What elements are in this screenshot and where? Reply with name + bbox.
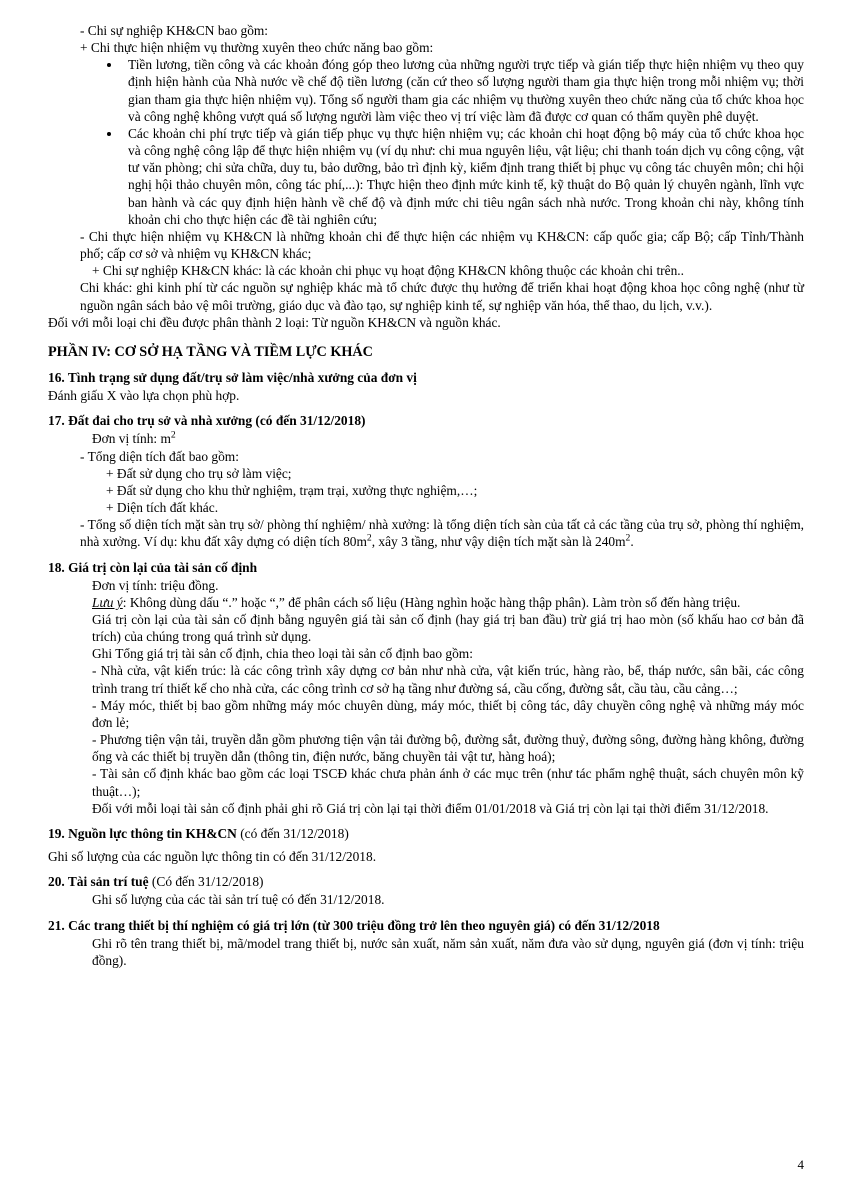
q19-heading-normal: (có đến 31/12/2018): [240, 825, 349, 841]
q17-line2-part-c: .: [630, 534, 634, 550]
question-21-heading: 21. Các trang thiết bị thí nghiệm có giá trị lớn (từ 300 triệu đồng trở lên theo nguyên giá) có đến 31/12/2018: [48, 917, 660, 933]
question-17-sub-3: + Diện tích đất khác.: [106, 500, 219, 516]
question-17-line-1: - Tổng diện tích đất bao gồm:: [80, 448, 239, 464]
q17-line2-part-b: , xây 3 tầng, như vậy diện tích mặt sàn là 240m: [371, 534, 626, 550]
q20-heading-normal: (Có đến 31/12/2018): [151, 874, 264, 890]
unit-label: Đơn vị tính: m: [92, 431, 171, 447]
question-21-body: Ghi rõ tên trang thiết bị, mã/model trang thiết bị, nước sản xuất, năm sản xuất, năm đưa vào sử dụng, nguyên giá (đơn vị tính: triệu đồng).: [92, 935, 804, 968]
question-17-sub-2: + Đất sử dụng cho khu thử nghiệm, trạm trại, xưởng thực nghiệm,…;: [106, 482, 478, 498]
q17-line2-part-a: - Tổng số diện tích mặt sàn trụ sở/ phòng thí nghiệm/ nhà xưởng: là tổng diện tích sàn của tất cả các tầng của trụ sở, phòng thí nghiệm, nhà xưởng. Ví dụ: khu đất xây dựng có diện tích 80m: [80, 517, 804, 550]
question-17-sub-1: + Đất sử dụng cho trụ sở làm việc;: [106, 465, 292, 481]
question-20-body: Ghi số lượng của các tài sản trí tuệ có đến 31/12/2018.: [92, 892, 385, 908]
note-body: : Không dùng dấu “.” hoặc “,” để phân cách số liệu (Hàng nghìn hoặc hàng thập phân). Làm tròn số đến hàng triệu.: [122, 594, 741, 610]
question-18-heading: 18. Giá trị còn lại của tài sản cố định: [48, 559, 258, 575]
question-18-paragraph-2: Ghi Tổng giá trị tài sản cố định, chia theo loại tài sản cố định bao gồm:: [92, 646, 473, 662]
list-item: • Tiền lương, tiền công và các khoản đóng góp theo lương của những người trực tiếp và gián tiếp thực hiện nhiệm vụ theo quy định hiện hành của Nhà nước về chế độ tiền lương (căn cứ theo số lượng người tham gia thực hiện trong mỗi nhiệm vụ; thời gian tham gia thực hiện nhiệm vụ). Tổng số người tham gia các nhiệm vụ thường xuyên theo chức năng của tổ chức khoa học và công nghệ không vượt quá số lượng người làm việc theo vị trí việc làm đã được cơ quan có thẩm quyền phê duyệt.: [122, 56, 804, 125]
question-18-item-2: - Máy móc, thiết bị bao gồm những máy móc chuyên dùng, máy móc, thiết bị công tác, dây chuyền công nghệ và những máy móc đơn lẻ;: [92, 697, 804, 730]
note-label: Lưu ý: [92, 594, 123, 610]
question-18-item-4: - Tài sản cố định khác bao gồm các loại TSCĐ khác chưa phản ánh ở các mục trên (như tác phẩm nghệ thuật, sách chuyên môn kỹ thuật…);: [92, 766, 804, 799]
question-16-body: Đánh giấu X vào lựa chọn phù hợp.: [48, 388, 240, 404]
question-17-line-2: [48, 516, 804, 550]
after-bullet-line-3: Chi khác: ghi kinh phí từ các nguồn sự nghiệp khác mà tổ chức được thụ hưởng để triển khai hoạt động khoa học công nghệ (như từ nguồn ngân sách bảo vệ môi trường, giáo dục và đào tạo, sự nghiệp kinh tế, sự nghiệp văn hóa, thể thao, du lịch, v.v.).: [80, 280, 804, 313]
question-18-item-3: - Phương tiện vận tải, truyền dẫn gồm phương tiện vận tải đường bộ, đường sắt, đường thuỷ, đường sông, đường hàng không, đường ống và các thiết bị truyền dẫn (thông tin, điện nước, băng chuyền tải vật tư, hàng hoá);: [92, 732, 804, 765]
intro-line-2: + Chi thực hiện nhiệm vụ thường xuyên theo chức năng bao gồm:: [80, 40, 434, 56]
question-19-body: Ghi số lượng của các nguồn lực thông tin có đến 31/12/2018.: [48, 849, 377, 865]
q17-line2-sup-2: 2: [625, 532, 631, 544]
after-bullet-line-1: - Chi thực hiện nhiệm vụ KH&CN là những khoản chi để thực hiện các nhiệm vụ KH&CN: cấp quốc gia; cấp Bộ; cấp Tỉnh/Thành phố; cấp cơ sở và nhiệm vụ KH&CN khác;: [80, 228, 804, 262]
question-16-heading: 16. Tình trạng sử dụng đất/trụ sở làm việc/nhà xưởng của đơn vị: [48, 369, 417, 385]
question-18-unit: Đơn vị tính: triệu đồng.: [92, 577, 219, 593]
question-18-closing: Đối với mỗi loại tài sản cố định phải ghi rõ Giá trị còn lại tại thời điểm 01/01/2018 và Giá trị còn lại tại thời điểm 31/12/2018.: [92, 800, 769, 816]
unit-exponent: 2: [170, 429, 176, 441]
document-body: [48, 22, 804, 969]
q20-heading-bold: 20. Tài sản trí tuệ: [48, 874, 152, 890]
q17-line2-sup-1: 2: [366, 532, 372, 544]
part-4-heading: PHẦN IV: CƠ SỞ HẠ TẦNG VÀ TIỀM LỰC KHÁC: [48, 343, 373, 360]
question-17-heading: 17. Đất đai cho trụ sở và nhà xưởng (có đến 31/12/2018): [48, 413, 366, 429]
question-20-heading: [48, 873, 804, 890]
page-number: 4: [797, 1157, 804, 1173]
question-18-note: [48, 594, 804, 611]
q19-heading-bold: 19. Nguồn lực thông tin KH&CN: [48, 825, 241, 841]
question-19-heading: [48, 825, 804, 842]
after-bullet-line-4: Đối với mỗi loại chi đều được phân thành 2 loại: Từ nguồn KH&CN và nguồn khác.: [48, 314, 501, 330]
question-18-paragraph-1: Giá trị còn lại của tài sản cố định bằng nguyên giá tài sản cố định (hay giá trị ban đầu) trừ giá trị hao mòn (số khấu hao cơ bản đã trích) của chúng trong quá trình sử dụng.: [92, 612, 804, 645]
list-item: • Các khoản chi phí trực tiếp và gián tiếp phục vụ thực hiện nhiệm vụ; các khoản chi hoạt động bộ máy của tổ chức khoa học và công nghệ công lập để thực hiện nhiệm vụ (ví dụ như: chi mua nguyên liệu, vật liệu; chi thanh toán dịch vụ công cộng, vật tư văn phòng; chi sửa chữa, duy tu, bảo dưỡng, bảo trì định kỳ, kiểm định trang thiết bị phục vụ công tác chuyên môn; chi hội nghị hội thảo chuyên môn, công tác phí,...): Thực hiện theo định mức kinh tế, kỹ thuật do Bộ quản lý chuyên ngành, lĩnh vực ban hành và các quy định hiện hành về chế độ và định mức chi tiêu ngân sách nhà nước. Trong khoản chi này, không tính khoản chi cho thực hiện các đề tài nghiên cứu;: [122, 125, 804, 228]
bullet-list: [48, 56, 804, 228]
after-bullet-line-2: + Chi sự nghiệp KH&CN khác: là các khoản chi phục vụ hoạt động KH&CN không thuộc các khoản chi trên..: [92, 263, 684, 279]
question-17-unit: [48, 430, 804, 447]
question-18-item-1: - Nhà cửa, vật kiến trúc: là các công trình xây dựng cơ bản như nhà cửa, vật kiến trúc, hàng rào, bể, tháp nước, sân bãi, các công trình trang trí thiết kế cho nhà cửa, các công trình cơ sở hạ tầng như đường sá, cầu cống, đường sắt, cầu tàu, cầu cảng…;: [92, 663, 804, 696]
intro-line-1: - Chi sự nghiệp KH&CN bao gồm:: [80, 23, 269, 38]
